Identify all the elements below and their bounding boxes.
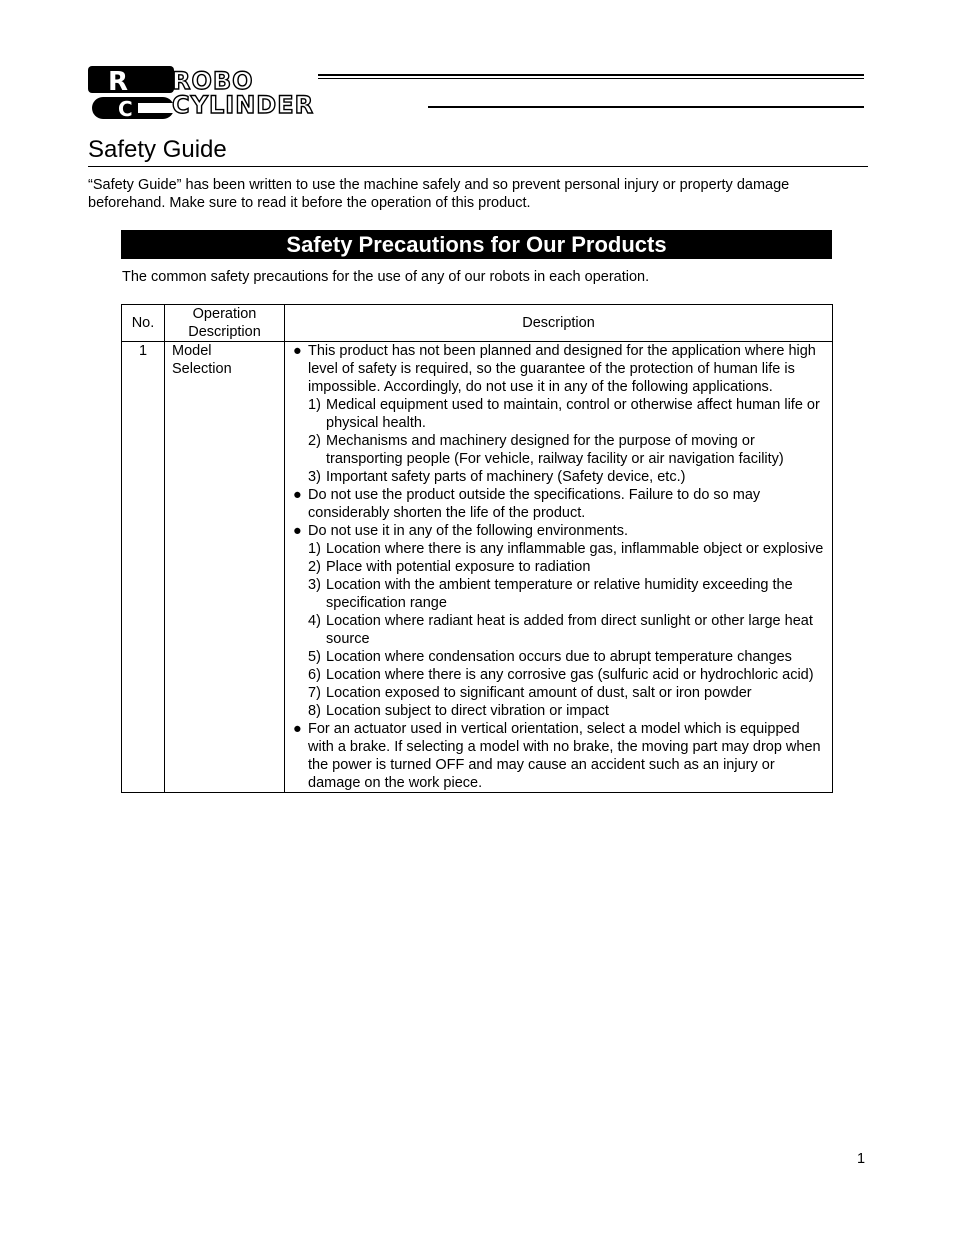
header-operation-line2: Description bbox=[188, 324, 261, 340]
row-operation-line2: Selection bbox=[172, 361, 232, 377]
sub-item-number: 6) bbox=[308, 667, 321, 683]
title-underline bbox=[88, 166, 868, 167]
page-title: Safety Guide bbox=[88, 136, 227, 163]
sub-item-text: Location where radiant heat is added from direct sunlight or other large heat source bbox=[326, 613, 813, 647]
sub-item bbox=[308, 540, 826, 558]
header-rule bbox=[428, 106, 864, 108]
bullet-text: Do not use the product outside the specifications. Failure to do so may considerably shorten the life of the product. bbox=[308, 487, 761, 521]
logo-letter-r: R bbox=[108, 67, 129, 97]
sub-item-number: 4) bbox=[308, 613, 321, 629]
sub-item-text: Location exposed to significant amount of dust, salt or iron powder bbox=[326, 685, 752, 701]
sub-item bbox=[308, 648, 826, 666]
sub-item-number: 1) bbox=[308, 397, 321, 413]
bullet-item bbox=[293, 486, 826, 522]
safety-precautions-table bbox=[121, 304, 833, 793]
sub-item-text: Location with the ambient temperature or relative humidity exceeding the specification range bbox=[326, 577, 793, 611]
section-intro: The common safety precautions for the use of any of our robots in each operation. bbox=[122, 269, 650, 285]
sub-item-text: Location where there is any inflammable gas, inflammable object or explosive bbox=[326, 541, 824, 557]
bullet-text: Do not use it in any of the following environments. bbox=[308, 523, 628, 539]
row-number: 1 bbox=[122, 342, 165, 793]
bullet-icon: ● bbox=[293, 343, 302, 359]
header-operation-line1: Operation bbox=[192, 306, 257, 322]
brand-name-line1: ROBO bbox=[172, 67, 254, 95]
header-rule bbox=[318, 74, 864, 76]
sub-item-number: 8) bbox=[308, 703, 321, 719]
section-heading: Safety Precautions for Our Products bbox=[121, 230, 832, 259]
logo-letter-c: C bbox=[118, 97, 133, 120]
sub-item bbox=[308, 558, 826, 576]
bullet-item bbox=[293, 522, 826, 540]
sub-item-text: Medical equipment used to maintain, control or otherwise affect human life or physical health. bbox=[326, 397, 820, 431]
header-description: Description bbox=[285, 305, 833, 342]
bullet-icon: ● bbox=[293, 487, 302, 503]
sub-item bbox=[308, 576, 826, 612]
sub-item-text: Important safety parts of machinery (Safety device, etc.) bbox=[326, 469, 686, 485]
bullet-icon: ● bbox=[293, 721, 302, 737]
table-row bbox=[122, 342, 833, 793]
sub-item-text: Place with potential exposure to radiation bbox=[326, 559, 591, 575]
bullet-text: This product has not been planned and designed for the application where high level of safety is required, so the guarantee of the protection of human life is impossible. Accordingly, do not use it in any of the following applications. bbox=[308, 343, 816, 395]
sub-item bbox=[308, 468, 826, 486]
sub-item-number: 7) bbox=[308, 685, 321, 701]
bullet-icon: ● bbox=[293, 523, 302, 539]
row-operation bbox=[165, 342, 285, 793]
bullet-item bbox=[293, 342, 826, 396]
sub-item-text: Location subject to direct vibration or impact bbox=[326, 703, 609, 719]
page-number: 1 bbox=[857, 1151, 866, 1167]
sub-item bbox=[308, 702, 826, 720]
header-no: No. bbox=[122, 305, 165, 342]
sub-item-number: 1) bbox=[308, 541, 321, 557]
sub-item bbox=[308, 396, 826, 432]
table-body bbox=[122, 342, 833, 793]
sub-item-number: 2) bbox=[308, 559, 321, 575]
sub-item-text: Mechanisms and machinery designed for the purpose of moving or transporting people (For vehicle, railway facility or air navigation facility) bbox=[326, 433, 784, 467]
sub-item bbox=[308, 684, 826, 702]
intro-paragraph: “Safety Guide” has been written to use the machine safely and so prevent personal injury or property damage beforehand. Make sure to read it before the operation of this product. bbox=[88, 177, 790, 211]
header-rule bbox=[318, 78, 864, 79]
header-logo bbox=[88, 66, 868, 120]
row-description bbox=[285, 342, 833, 793]
sub-item-text: Location where condensation occurs due to abrupt temperature changes bbox=[326, 649, 792, 665]
row-operation-line1: Model bbox=[172, 343, 212, 359]
table-header-row bbox=[122, 305, 833, 342]
sub-item-number: 2) bbox=[308, 433, 321, 449]
sub-item bbox=[308, 432, 826, 468]
sub-item-number: 3) bbox=[308, 577, 321, 593]
sub-item-text: Location where there is any corrosive gas (sulfuric acid or hydrochloric acid) bbox=[326, 667, 814, 683]
sub-item-number: 5) bbox=[308, 649, 321, 665]
sub-item bbox=[308, 612, 826, 648]
bullet-item bbox=[293, 720, 826, 792]
sub-item bbox=[308, 666, 826, 684]
brand-name-line2: CYLINDER bbox=[172, 91, 315, 119]
bullet-text: For an actuator used in vertical orientation, select a model which is equipped with a brake. If selecting a model with no brake, the moving part may drop when the power is turned OFF and may cause an accident such as an injury or damage on the work piece. bbox=[308, 721, 821, 791]
header-operation bbox=[165, 305, 285, 342]
sub-item-number: 3) bbox=[308, 469, 321, 485]
rc-logo-icon bbox=[88, 66, 176, 120]
